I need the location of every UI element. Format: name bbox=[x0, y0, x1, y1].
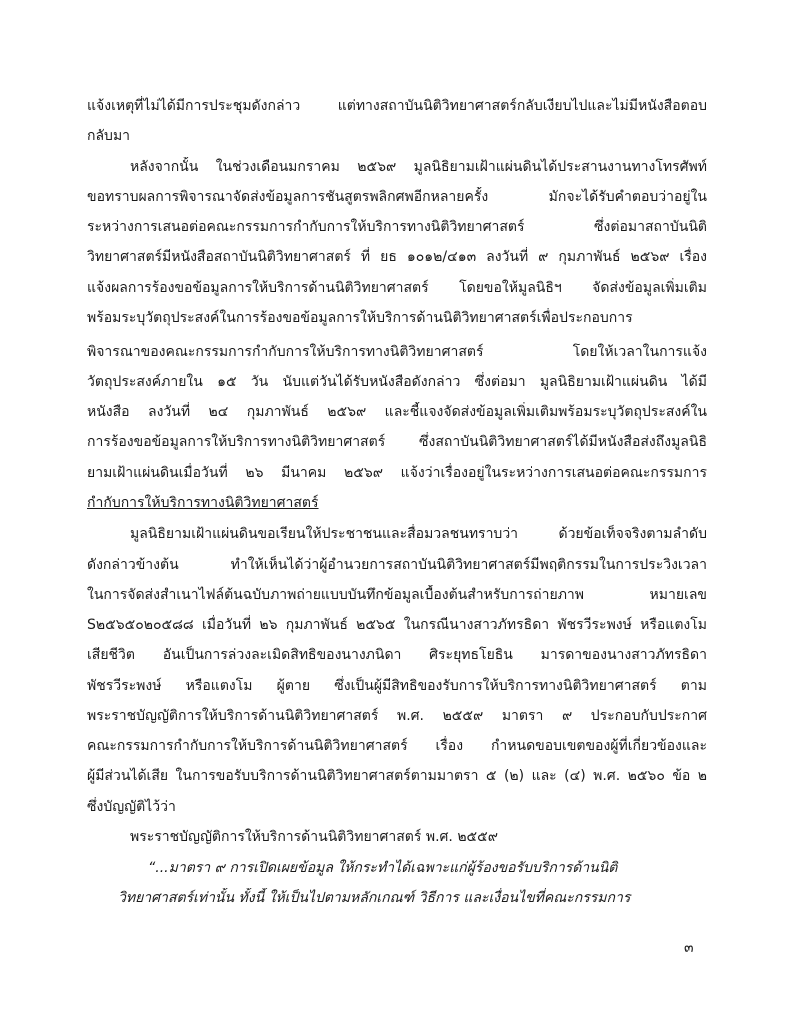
paragraph-line: ดังกล่าวข้างต้น ทำให้เห็นได้ว่าผู้อำนวยการสถาบันนิติวิทยาศาสตร์มีพฤติกรรมในการประวิงเวลา bbox=[87, 557, 707, 573]
act-title-line: พระราชบัญญัติการให้บริการด้านนิติวิทยาศาสตร์ พ.ศ. ๒๕๕๙ bbox=[130, 829, 499, 845]
page-number: ๓ bbox=[684, 940, 694, 956]
paragraph-line: พัชรวีระพงษ์ หรือแตงโม ผู้ตาย ซึ่งเป็นผู้มีสิทธิของรับการให้บริการทางนิติวิทยาศาสตร์ ตาม bbox=[87, 678, 707, 694]
paragraph-line: ยามเฝ้าแผ่นดินเมื่อวันที่ ๒๖ มีนาคม ๒๕๖๙ แจ้งว่าเรื่องอยู่ในระหว่างการเสนอต่อคณะกรรมการ bbox=[87, 465, 707, 481]
quoted-section-line: “...มาตรา ๙ การเปิดเผยข้อมูล ให้กระทำได้เฉพาะแก่ผู้ร้องขอรับบริการด้านนิติ bbox=[148, 860, 618, 876]
paragraph-line: เสียชีวิต อันเป็นการล่วงละเมิดสิทธิของนางภนิดา ศิระยุทธโยธิน มารดาของนางสาวภัทรธิดา bbox=[87, 647, 707, 663]
paragraph-line: กลับมา bbox=[87, 128, 131, 144]
paragraph-line: ผู้มีส่วนได้เสีย ในการขอรับบริการด้านนิติวิทยาศาสตร์ตามมาตรา ๕ (๒) และ (๔) พ.ศ. ๒๕๖๐ ข้อ ๒ bbox=[87, 768, 707, 784]
paragraph-line: พร้อมระบุวัตถุประสงค์ในการร้องขอข้อมูลการให้บริการด้านนิติวิทยาศาสตร์เพื่อประกอบการ bbox=[87, 310, 633, 326]
paragraph-line: S๒๕๖๕๐๒๐๕๘๘ เมื่อวันที่ ๒๖ กุมภาพันธ์ ๒๕๖๕ ในกรณีนางสาวภัทรธิดา พัชรวีระพงษ์ หรือแตงโม bbox=[87, 617, 707, 633]
paragraph-line-underlined: กำกับการให้บริการทางนิติวิทยาศาสตร์ bbox=[87, 495, 319, 511]
paragraph-line: ซึ่งบัญญัติไว้ว่า bbox=[87, 799, 176, 815]
paragraph-line: วิทยาศาสตร์มีหนังสือสถาบันนิติวิทยาศาสตร์ ที่ ยธ ๑๐๑๒/๔๑๓ ลงวันที่ ๙ กุมภาพันธ์ ๒๕๖๙ เรื่อง bbox=[87, 249, 707, 265]
paragraph-line: วัตถุประสงค์ภายใน ๑๕ วัน นับแต่วันได้รับหนังสือดังกล่าว ซึ่งต่อมา มูลนิธิยามเฝ้าแผ่นดิน ได้มี bbox=[87, 374, 707, 390]
paragraph-line: มูลนิธิยามเฝ้าแผ่นดินขอเรียนให้ประชาชนและสื่อมวลชนทราบว่า ด้วยข้อเท็จจริงตามลำดับ bbox=[130, 526, 707, 542]
paragraph-line: หนังสือ ลงวันที่ ๒๔ กุมภาพันธ์ ๒๕๖๙ และชี้แจงจัดส่งข้อมูลเพิ่มเติมพร้อมระบุวัตถุประสงค์ใน bbox=[87, 404, 707, 420]
paragraph-line: พระราชบัญญัติการให้บริการด้านนิติวิทยาศาสตร์ พ.ศ. ๒๕๕๙ มาตรา ๙ ประกอบกับประกาศ bbox=[87, 708, 707, 724]
paragraph-line: พิจารณาของคณะกรรมการกำกับการให้บริการทางนิติวิทยาศาสตร์ โดยให้เวลาในการแจ้ง bbox=[87, 344, 707, 360]
paragraph-line: ในการจัดส่งสำเนาไฟล์ต้นฉบับภาพถ่ายแบบบันทึกข้อมูลเบื้องต้นสำหรับการถ่ายภาพ หมายเลข bbox=[87, 587, 707, 603]
paragraph-line: แจ้งเหตุที่ไม่ได้มีการประชุมดังกล่าว แต่ทางสถาบันนิติวิทยาศาสตร์กลับเงียบไปและไม่มีหนังสือตอบ bbox=[87, 98, 707, 114]
paragraph-line: การร้องขอข้อมูลการให้บริการทางนิติวิทยาศาสตร์ ซึ่งสถาบันนิติวิทยาศาสตร์ได้มีหนังสือส่งถึงมูลนิธิ bbox=[87, 434, 707, 450]
paragraph-line: หลังจากนั้น ในช่วงเดือนมกราคม ๒๕๖๙ มูลนิธิยามเฝ้าแผ่นดินได้ประสานงานทางโทรศัพท์ bbox=[130, 159, 707, 175]
paragraph-line: ระหว่างการเสนอต่อคณะกรรมการกำกับการให้บริการทางนิติวิทยาศาสตร์ ซึ่งต่อมาสถาบันนิติ bbox=[87, 219, 707, 235]
paragraph-line: แจ้งผลการร้องขอข้อมูลการให้บริการด้านนิติวิทยาศาสตร์ โดยขอให้มูลนิธิฯ จัดส่งข้อมูลเพิ่มเติม bbox=[87, 280, 707, 296]
quoted-section-line: วิทยาศาสตร์เท่านั้น ทั้งนี้ ให้เป็นไปตามหลักเกณฑ์ วิธีการ และเงื่อนไขที่คณะกรรมการ bbox=[118, 890, 631, 906]
paragraph-line: ขอทราบผลการพิจารณาจัดส่งข้อมูลการชันสูตรพลิกศพอีกหลายครั้ง มักจะได้รับคำตอบว่าอยู่ใน bbox=[87, 189, 707, 205]
paragraph-line: คณะกรรมการกำกับการให้บริการด้านนิติวิทยาศาสตร์ เรื่อง กำหนดขอบเขตของผู้ที่เกี่ยวข้องและ bbox=[87, 738, 707, 754]
